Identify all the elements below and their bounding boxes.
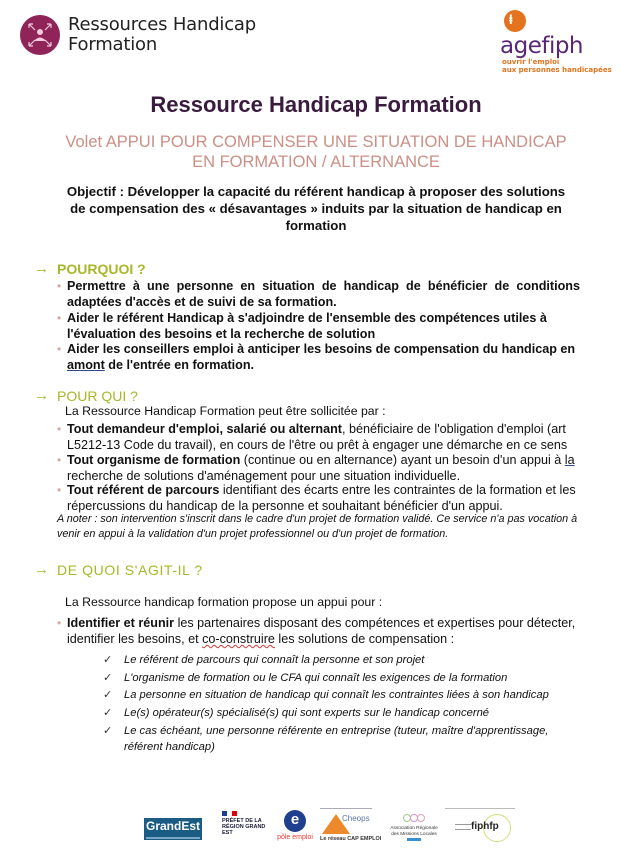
bullet-text: Aider le référent Handicap à s'adjoindre de l'ensemble des compétences utiles à l'évaluation des besoins et la recherche de solution <box>67 311 547 341</box>
bullet-dot-icon: • <box>57 342 62 356</box>
section-title: POURQUOI ? <box>57 260 146 277</box>
list-item <box>55 452 580 484</box>
bullet-bold: Tout demandeur d'emploi, salarié ou alternant <box>67 422 342 436</box>
checklist-item <box>100 705 590 723</box>
bullet-text-underlined: amont <box>67 358 105 372</box>
partner-logos <box>140 808 525 848</box>
checklist-text: L'organisme de formation ou le CFA qui connaît les exigences de la formation <box>124 671 508 684</box>
bullet-text-a: les partenaires disposant des compétences et expertises pour détecter, identifier les besoins, et <box>67 616 576 646</box>
agefiph-tagline-1: ouvrir l'emploi <box>502 58 560 66</box>
bullet-text-b: les solutions de compensation : <box>274 632 455 646</box>
list-item <box>55 482 580 514</box>
bullet-text: identifiant des écarts entre les contraintes de la formation et les répercussions du handicap de la personne et souhaitant bénéficier d'un appui. <box>67 483 576 513</box>
agefiph-logo <box>500 10 620 74</box>
bullet-text-b: de l'entrée en formation. <box>104 358 255 372</box>
list-item <box>55 278 580 310</box>
ressources-handicap-formation-logo <box>20 15 256 55</box>
check-icon: ✓ <box>103 706 113 719</box>
bullet-dot-icon: • <box>57 453 62 467</box>
bullet-text-a: Aider les conseillers emploi à anticiper les besoins de compensation du handicap en <box>67 342 576 356</box>
section-intro: La Ressource handicap formation propose un appui pour : <box>65 595 383 609</box>
bullet-bold: Identifier et réunir <box>67 616 175 630</box>
section-heading-pour-qui <box>34 387 138 404</box>
checklist-text: La personne en situation de handicap qui connaît les contraintes liées à son handicap <box>124 689 549 701</box>
check-icon: ✓ <box>103 725 113 737</box>
running-person-icon: ⱡ <box>504 10 526 32</box>
checklist-text: Le(s) opérateur(s) spécialisé(s) qui sont experts sur le handicap concerné <box>124 706 490 719</box>
rings-icon <box>403 812 425 824</box>
bullet-text-spellcheck: co-construire <box>202 632 275 646</box>
list-item <box>55 615 580 647</box>
checklist-text: Le cas échéant, une personne référente en entreprise (tuteur, maître d'apprentissage, référent handicap) <box>124 725 549 753</box>
check-icon: ✓ <box>103 689 113 701</box>
section-intro: La Ressource Handicap Formation peut être sollicitée par : <box>65 404 386 418</box>
checklist-item <box>100 723 590 755</box>
arml-logo: Association Régionale des Missions Locales <box>388 812 440 841</box>
section-title: DE QUOI S'AGIT-IL ? <box>57 561 203 578</box>
bullet-bold: Tout organisme de formation <box>67 453 241 467</box>
bullet-dot-icon: • <box>57 616 62 630</box>
bullet-text: Permettre à une personne en situation de handicap de bénéficier de conditions adaptées d'accès et de suivi de sa formation. <box>67 279 580 309</box>
page-title: Ressource Handicap Formation <box>150 92 482 117</box>
arrow-right-icon: → <box>34 561 49 578</box>
list-item <box>55 341 580 373</box>
bullet-text-underlined: la <box>564 453 575 467</box>
bullet-dot-icon: • <box>57 279 62 293</box>
agefiph-tagline-2: aux personnes handicapées <box>502 66 612 74</box>
bullet-text: , bénéficiaire de l'obligation d'emploi (art L5212-13 Code du travail), en cours de l'être ou prêt à engager une démarche en ce sens <box>67 422 568 452</box>
french-flag-icon <box>222 811 267 816</box>
fiphfp-logo: fiphfp <box>445 808 515 844</box>
bullet-text-a: (continue ou en alternance) ayant un besoin d'un appui à <box>240 453 565 467</box>
person-arrows-icon <box>20 15 60 55</box>
bullet-dot-icon: • <box>57 311 62 325</box>
agefiph-wordmark: agefiph <box>500 33 584 59</box>
bullet-text-b: recherche de solutions d'aménagement pour une situation individuelle. <box>67 469 461 483</box>
check-icon: ✓ <box>103 654 113 666</box>
bullet-dot-icon: • <box>57 422 62 436</box>
check-icon: ✓ <box>103 671 113 684</box>
checklist-item <box>100 670 590 688</box>
checklist-text: Le référent de parcours qui connaît la personne et son projet <box>124 654 425 666</box>
section-heading-pourquoi <box>34 260 146 277</box>
section-title: POUR QUI ? <box>57 387 138 404</box>
section-heading-de-quoi <box>34 561 203 578</box>
bullet-dot-icon: • <box>57 483 62 497</box>
checklist-item <box>100 652 590 670</box>
cheops-logo: Cheops Le réseau CAP EMPLOI <box>320 808 372 844</box>
list-item <box>55 310 580 342</box>
arrow-right-icon: → <box>34 387 49 404</box>
arrow-right-icon: → <box>34 260 49 277</box>
list-item <box>55 421 580 453</box>
grand-est-logo: GrandEst <box>144 818 202 840</box>
checklist-item <box>100 687 590 705</box>
objective-text: Objectif : Développer la capacité du référent handicap à proposer des solutions de compensation des « désavantages » induits par la situation de handicap en formation <box>66 184 566 233</box>
page-subtitle: Volet APPUI POUR COMPENSER UNE SITUATION DE HANDICAP EN FORMATION / ALTERNANCE <box>65 133 567 171</box>
pole-emploi-logo: e pôle emploi <box>277 811 313 841</box>
logo-line-1: Ressources Handicap <box>68 14 256 35</box>
logo-line-2: Formation <box>68 34 158 55</box>
checklist <box>100 652 590 755</box>
bullet-bold: Tout référent de parcours <box>67 483 220 497</box>
pole-emploi-e-icon: e <box>284 810 306 832</box>
note-text: A noter : son intervention s'inscrit dans le cadre d'un projet de formation validé. Ce service n'a pas vocation à venir en appui à la validation d'un projet professionnel ou d'un projet de formation. <box>57 513 578 540</box>
prefet-region-logo: PRÉFET DE LA RÉGION GRAND EST <box>222 811 267 836</box>
